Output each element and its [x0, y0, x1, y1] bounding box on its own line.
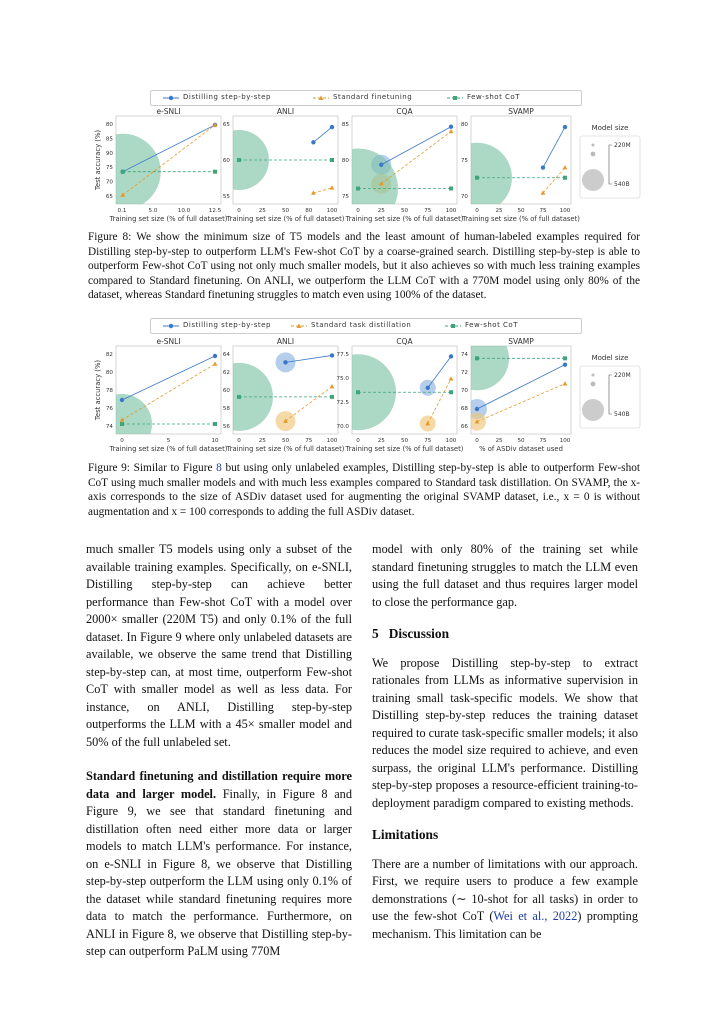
- y-tick-label: 85: [341, 122, 349, 128]
- data-point-fewshot: [120, 422, 124, 426]
- figure8-ref-link[interactable]: 8: [216, 462, 222, 474]
- x-tick-label: 50: [517, 208, 525, 214]
- model-size-label-large: 540B: [614, 181, 630, 188]
- x-axis-label: % of ASDiv dataset used: [479, 445, 563, 453]
- x-tick-label: 0: [356, 438, 360, 444]
- chart-title: e-SNLI: [156, 107, 181, 116]
- left-paragraph-2-text: Finally, in Figure 8 and Figure 9, we see that standard finetuning and distillation often need either more data or larger models to match LLM's performance. For instance, on e-SNLI in Figure 8, we observe that Distilling step-by-step outperform the LLM using only 0.1% of the dataset while standard finetuning requires more data to match the performance. Furthermore, on ANLI in Figure 8, we observe that Distilling step-by-step can outperform PaLM using 770M: [86, 786, 352, 958]
- chart-panel-5: [205, 337, 345, 453]
- section-heading-limitations: Limitations: [372, 827, 439, 842]
- x-tick-label: 25: [495, 438, 503, 444]
- legend-label-distill: Distilling step-by-step: [183, 321, 271, 329]
- y-tick-label: 66: [460, 424, 468, 430]
- legend-label-standard: Standard finetuning: [333, 93, 413, 101]
- model-size-label-small: 220M: [614, 372, 631, 379]
- data-point-distill: [213, 354, 217, 358]
- x-tick-label: 0: [475, 438, 479, 444]
- data-point-fewshot: [237, 395, 241, 399]
- chart-panel-7: [445, 334, 571, 453]
- size-dot-small: [592, 374, 595, 377]
- data-point-distill: [563, 362, 567, 366]
- x-axis-label: Training set size (% of full dataset): [226, 445, 345, 453]
- chart-title: CQA: [396, 107, 413, 116]
- y-tick-label: 75: [460, 158, 468, 164]
- data-point-fewshot: [213, 422, 217, 426]
- legend-dot-blue: [169, 324, 173, 328]
- x-tick-label: 0: [237, 208, 241, 214]
- chart-title: e-SNLI: [156, 337, 181, 346]
- data-point-distill: [311, 140, 315, 144]
- x-tick-label: 100: [445, 438, 457, 444]
- size-dot-medium: [591, 152, 596, 157]
- y-tick-label: 74: [460, 352, 468, 358]
- model-size-title: Model size: [591, 354, 629, 362]
- x-axis-label: Training set size (% of full dataset): [226, 215, 345, 223]
- model-size-title: Model size: [591, 124, 629, 132]
- x-axis-label: Training set size (% of full dataset): [345, 445, 464, 453]
- data-point-fewshot: [475, 356, 479, 360]
- section-number: 5: [372, 626, 379, 641]
- figure9-caption-label: Figure 9:: [88, 462, 130, 474]
- left-paragraph-2: [86, 768, 352, 961]
- x-tick-label: 5.0: [148, 208, 158, 214]
- section-heading-discussion: [372, 625, 638, 643]
- legend-label-fewshot: Few-shot CoT: [465, 321, 518, 329]
- y-tick-label: 56: [222, 424, 230, 430]
- right-paragraph-3-pre: There are a number of limitations with our approach. First, we require users to produce a few example demonstrations (∼ 10-shot for all tasks) in order to use the few-shot CoT (: [372, 856, 638, 923]
- size-dot-medium: [591, 382, 596, 387]
- figure8-caption-text: We show the minimum size of T5 models and the least amount of human-labeled examples required for Distilling step-by-step to outperform LLM's Few-shot CoT by a coarse-grained search. Distilling step-by-step is able to outperform Few-shot CoT using not only much smaller models, but it also achieves so with much less training examples compared to Standard finetuning. On ANLI, we outperform the LLM CoT with a 770M model using only 80% of the dataset, whereas Standard finetuning struggles to match even using 100% of the dataset.: [88, 231, 641, 302]
- figure8-plots: [88, 104, 648, 224]
- y-tick-label: 90: [105, 150, 113, 157]
- x-tick-label: 100: [445, 208, 457, 214]
- data-point-fewshot: [330, 158, 334, 162]
- x-tick-label: 10.0: [177, 208, 191, 214]
- y-tick-label: 85: [105, 136, 113, 143]
- x-tick-label: 100: [326, 438, 338, 444]
- chart-title: ANLI: [276, 107, 295, 116]
- figure9-caption-pre: Similar to Figure: [129, 462, 217, 474]
- left-column: [86, 541, 352, 961]
- section-title: Discussion: [388, 626, 450, 641]
- data-point-fewshot: [213, 170, 217, 174]
- x-tick-label: 0: [356, 208, 360, 214]
- data-point-distill: [330, 353, 334, 357]
- x-axis-label: Training set size (% of full dataset): [109, 215, 228, 223]
- y-tick-label: 64: [222, 352, 230, 358]
- x-tick-label: 25: [377, 438, 385, 444]
- y-tick-label: 80: [105, 370, 113, 376]
- chart-panel-4: [92, 337, 228, 454]
- data-point-fewshot: [121, 170, 125, 174]
- legend-square-green: [451, 324, 455, 328]
- data-point-distill: [475, 407, 479, 411]
- x-tick-label: 0: [237, 438, 241, 444]
- x-tick-label: 25: [377, 208, 385, 214]
- y-tick-label: 72: [460, 370, 468, 376]
- y-axis-label: Test accuracy (%): [94, 129, 102, 191]
- chart-panel-6: [320, 337, 464, 453]
- right-column: [372, 541, 638, 943]
- chart-panel-1: [209, 107, 345, 223]
- x-tick-label: 100: [559, 438, 571, 444]
- x-tick-label: 50: [517, 438, 525, 444]
- chart-panel-3: [442, 107, 580, 223]
- data-point-distill: [563, 125, 567, 129]
- y-tick-label: 60: [222, 388, 230, 394]
- y-tick-label: 78: [105, 388, 113, 394]
- size-dot-small: [592, 144, 595, 147]
- x-tick-label: 75: [539, 438, 547, 444]
- y-tick-label: 75: [341, 194, 349, 200]
- chart-panel-2: [318, 107, 464, 224]
- y-tick-label: 74: [105, 424, 113, 430]
- legend-label-distill: Distilling step-by-step: [183, 93, 271, 101]
- y-tick-label: 68: [460, 406, 468, 412]
- x-tick-label: 25: [258, 438, 266, 444]
- y-tick-label: 72.5: [336, 400, 349, 406]
- paragraph-heading: Standard finetuning and distillation require more data and larger model.: [86, 769, 352, 801]
- x-tick-label: 75: [539, 208, 547, 214]
- y-tick-label: 70: [460, 388, 468, 394]
- x-tick-label: 75: [424, 208, 432, 214]
- x-tick-label: 75: [305, 438, 313, 444]
- model-size-label-large: 540B: [614, 411, 630, 418]
- figure9-plots: [88, 334, 648, 456]
- data-point-fewshot: [449, 187, 453, 191]
- y-tick-label: 77.5: [336, 352, 349, 358]
- data-point-distill: [449, 354, 453, 358]
- data-point-distill: [283, 360, 287, 364]
- x-tick-label: 10: [211, 438, 219, 444]
- chart-title: SVAMP: [508, 107, 534, 116]
- right-paragraph-1: model with only 80% of the training set while standard finetuning struggles to match the LLM even using the full dataset and thus requires larger model to close the performance gap.: [372, 542, 638, 609]
- figure9-legend: [150, 318, 582, 334]
- y-tick-label: 75: [105, 165, 113, 172]
- legend-label-standard: Standard task distillation: [311, 321, 412, 329]
- figure9-caption-post: but using only unlabeled examples, Distilling step-by-step is able to outperform Few-shot CoT using much smaller models and with much less examples compared to Standard task distillation. On SVAMP, the x-axis corresponds to the size of ASDiv dataset used for augmenting the original SVAMP dataset, i.e., x = 0 is without augmentation and x = 100 corresponds to adding the full ASDiv dataset.: [88, 462, 641, 518]
- figure8-caption: [88, 230, 640, 303]
- data-point-fewshot: [563, 176, 567, 180]
- y-tick-label: 55: [222, 194, 230, 200]
- y-tick-label: 70.0: [336, 424, 349, 430]
- x-tick-label: 50: [281, 208, 290, 214]
- y-tick-label: 76: [105, 406, 113, 412]
- x-tick-label: 75: [424, 438, 432, 444]
- chart-title: CQA: [396, 337, 413, 346]
- y-axis-label: Test accuracy (%): [94, 359, 102, 421]
- data-point-fewshot: [563, 356, 567, 360]
- right-paragraph-2: We propose Distilling step-by-step to extract rationales from LLMs as informative supervision in training small task-specific models. We show that Distilling step-by-step reduces the training dataset required to curate task-specific smaller models; it also reduces the model size required to achieve, and even surpass, the original LLM's performance. Distilling step-by-step proposes a resource-efficient training-to-deployment paradigm compared to existing methods.: [372, 655, 638, 810]
- data-point-distill: [120, 398, 124, 402]
- y-tick-label: 65: [105, 194, 113, 200]
- x-tick-label: 0: [475, 208, 479, 214]
- chart-panel-0: [88, 107, 228, 223]
- size-dot-large: [582, 399, 604, 421]
- y-tick-label: 62: [222, 370, 230, 376]
- data-point-distill: [379, 163, 383, 167]
- x-tick-label: 12.5: [208, 208, 222, 214]
- y-tick-label: 80: [341, 158, 349, 164]
- left-paragraph-1: much smaller T5 models using only a subset of the available training examples. Specifically, on e-SNLI, Distilling step-by-step can achieve better performance than Few-shot CoT with a model over 2000× smaller (220M T5) and only 0.1% of the full dataset. In Figure 9 where only unlabeled datasets are available, we observe the same trend that Distilling step-by-step can, at most time, outperform Few-shot CoT with smaller model as well as less data. For instance, on ANLI, Distilling step-by-step outperforms the LLM with a 45× smaller model and 50% of the full unlabeled set.: [86, 542, 352, 749]
- data-point-distill: [541, 165, 545, 169]
- legend-square-green: [453, 96, 457, 100]
- x-tick-label: 100: [559, 208, 571, 214]
- figure8-caption-label: Figure 8:: [88, 231, 132, 243]
- chart-title: SVAMP: [508, 337, 534, 346]
- y-tick-label: 75.0: [336, 376, 349, 382]
- right-paragraph-3: [372, 856, 638, 944]
- y-tick-label: 80: [460, 122, 468, 128]
- chart-title: ANLI: [276, 337, 295, 346]
- y-tick-label: 65: [222, 122, 230, 128]
- x-tick-label: 25: [495, 208, 503, 214]
- model-size-label-small: 220M: [614, 142, 631, 149]
- size-dot-large: [582, 169, 604, 191]
- x-tick-label: 5: [166, 438, 171, 444]
- x-tick-label: 50: [400, 438, 409, 444]
- data-point-fewshot: [330, 395, 334, 399]
- x-axis-label: Training set size (% of full dataset): [345, 215, 464, 223]
- data-point-distill: [449, 125, 453, 129]
- model-size-legend: [580, 124, 640, 198]
- x-tick-label: 50: [400, 208, 409, 214]
- legend-dot-blue: [169, 96, 173, 100]
- data-point-fewshot: [356, 187, 360, 191]
- x-tick-label: 25: [258, 208, 266, 214]
- model-size-legend: [580, 354, 640, 428]
- data-point-distill: [330, 125, 334, 129]
- y-tick-label: 82: [105, 352, 113, 358]
- x-tick-label: 0: [120, 438, 124, 444]
- y-tick-label: 58: [222, 406, 230, 412]
- x-tick-label: 100: [326, 208, 338, 214]
- x-tick-label: 50: [281, 438, 290, 444]
- y-tick-label: 70: [460, 194, 468, 200]
- right-paragraph-3-post: ) prompting mechanism. This limitation can be: [372, 909, 638, 941]
- data-point-distill: [426, 386, 430, 390]
- x-axis-label: Training set size (% of full dataset): [109, 445, 228, 453]
- x-tick-label: 80: [305, 208, 313, 214]
- x-axis-label: Training set size (% of full dataset): [462, 215, 580, 223]
- citation-link[interactable]: Wei et al., 2022: [493, 909, 578, 923]
- y-tick-label: 60: [222, 158, 230, 164]
- y-tick-label: 80: [105, 122, 113, 128]
- y-tick-label: 70: [105, 179, 113, 186]
- data-point-fewshot: [449, 390, 453, 394]
- legend-label-fewshot: Few-shot CoT: [467, 93, 520, 101]
- x-tick-label: 0.1: [117, 208, 127, 214]
- data-point-fewshot: [356, 390, 360, 394]
- data-point-fewshot: [237, 158, 241, 162]
- data-point-fewshot: [475, 176, 479, 180]
- figure9-caption: [88, 461, 640, 519]
